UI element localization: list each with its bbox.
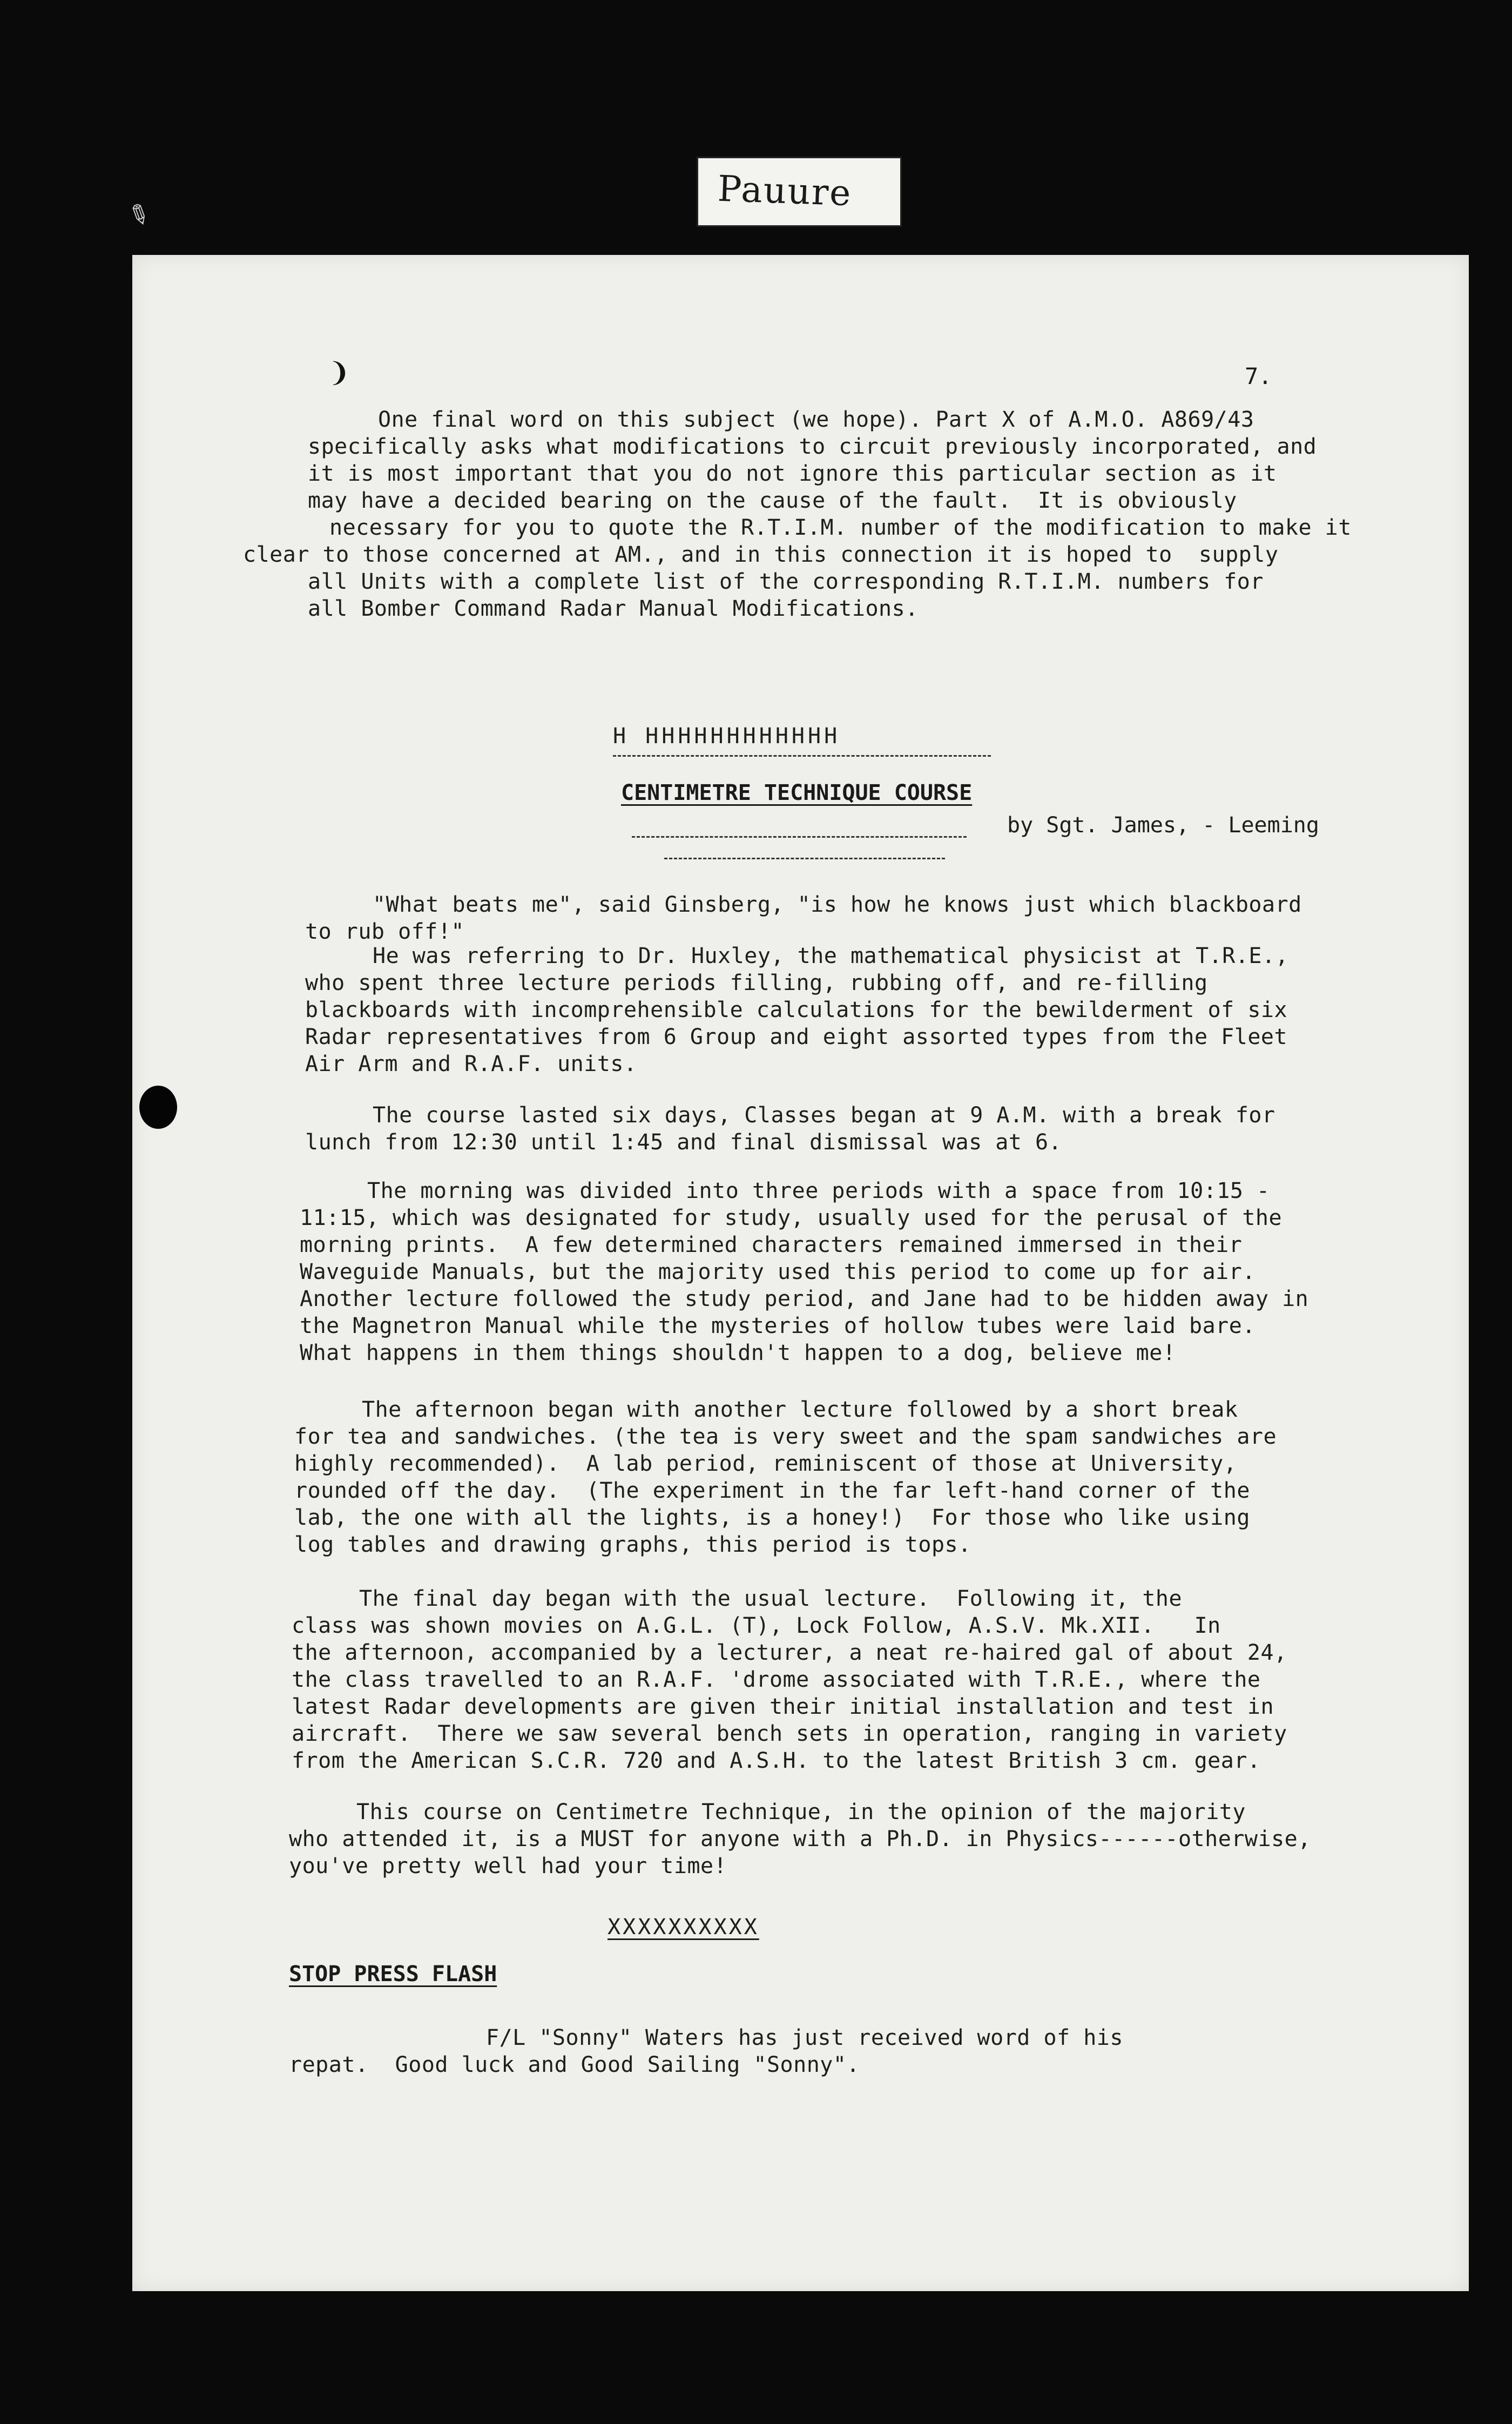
punch-hole [139,1086,177,1129]
paragraph-line: He was referring to Dr. Huxley, the mathematical physicist at T.R.E., [373,944,1289,968]
paragraph-line: for tea and sandwiches. (the tea is very sweet and the spam sandwiches are [294,1424,1277,1449]
intro-line: One final word on this subject (we hope). Part X of A.M.O. A869/43 [378,407,1254,432]
paragraph-line: The morning was divided into three periods with a space from 10:15 - [367,1179,1270,1203]
paragraph-line: The course lasted six days, Classes began at 9 A.M. with a break for [373,1103,1275,1128]
paragraph-line: rounded off the day. (The experiment in the far left-hand corner of the [294,1478,1250,1503]
paragraph-line: 11:15, which was designated for study, usually used for the perusal of the [300,1206,1282,1230]
corner-scratch-mark: ✎ [122,192,157,235]
paragraph-line: "What beats me", said Ginsberg, "is how he knows just which blackboard [373,892,1302,917]
intro-line: specifically asks what modifications to circuit previously incorporated, and [308,434,1317,459]
file-label-tab [697,157,902,227]
paragraph-line: lab, the one with all the lights, is a honey!) For those who like using [294,1505,1250,1530]
paragraph-line: The afternoon began with another lecture followed by a short break [362,1397,1238,1422]
divider-h-row: H HHHHHHHHHHHH [613,724,841,749]
paragraph-line: class was shown movies on A.G.L. (T), Lock Follow, A.S.V. Mk.XII. In [292,1613,1221,1638]
paragraph-line: who attended it, is a MUST for anyone with a Ph.D. in Physics------otherwise, [289,1827,1311,1851]
paragraph-line: The final day began with the usual lecture. Following it, the [359,1586,1183,1611]
paragraph-line: latest Radar developments are given their initial installation and test in [292,1694,1274,1719]
article-title: CENTIMETRE TECHNIQUE COURSE [621,780,973,805]
paragraph-line: Radar representatives from 6 Group and eight assorted types from the Fleet [305,1025,1288,1049]
page-number: 7. [1245,363,1272,389]
paragraph-line: Air Arm and R.A.F. units. [305,1052,637,1076]
paragraph-line: log tables and drawing graphs, this period is tops. [294,1532,971,1557]
paragraph-line: the afternoon, accompanied by a lecturer, a neat re-haired gal of about 24, [292,1640,1287,1665]
paragraph-line: who spent three lecture periods filling, rubbing off, and re-filling [305,971,1208,995]
margin-mark: ❩ [329,354,349,392]
paragraph-line: lunch from 12:30 until 1:45 and final dismissal was at 6. [305,1130,1062,1155]
paragraph-line: aircraft. There we saw several bench sets in operation, ranging in variety [292,1721,1287,1746]
paragraph-line: Waveguide Manuals, but the majority used this period to come up for air. [300,1260,1256,1284]
divider-x-row: XXXXXXXXXX [608,1915,759,1940]
paragraph-line: you've pretty well had your time! [289,1854,727,1878]
paragraph-line: Another lecture followed the study period, and Jane had to be hidden away in [300,1287,1309,1311]
paragraph-line: blackboards with incomprehensible calculations for the bewilderment of six [305,998,1288,1022]
paragraph-line: to rub off!" [305,919,464,944]
intro-line: it is most important that you do not ignore this particular section as it [308,461,1277,486]
title-underline-dash [664,858,945,859]
paragraph-line: the class travelled to an R.A.F. 'drome associated with T.R.E., where the [292,1667,1261,1692]
intro-line: all Bomber Command Radar Manual Modifications. [308,596,919,621]
paragraph-line: the Magnetron Manual while the mysteries of hollow tubes were laid bare. [300,1314,1256,1338]
divider-dash [613,755,991,757]
handwritten-label: Pauure [717,167,853,214]
paragraph-line: morning prints. A few determined characters remained immersed in their [300,1233,1243,1257]
stop-press-line: F/L "Sonny" Waters has just received word of his [486,2025,1123,2050]
paragraph-line: What happens in them things shouldn't happen to a dog, believe me! [300,1341,1176,1365]
intro-line: necessary for you to quote the R.T.I.M. number of the modification to make it [329,515,1352,540]
stop-press-line: repat. Good luck and Good Sailing "Sonny". [289,2052,860,2077]
intro-line: clear to those concerned at AM., and in this connection it is hoped to supply [243,542,1279,567]
article-byline: by Sgt. James, - Leeming [1007,813,1319,838]
paragraph-line: from the American S.C.R. 720 and A.S.H. to the latest British 3 cm. gear. [292,1748,1261,1773]
paragraph-line: highly recommended). A lab period, reminiscent of those at University, [294,1451,1237,1476]
intro-line: all Units with a complete list of the corresponding R.T.I.M. numbers for [308,569,1264,594]
intro-line: may have a decided bearing on the cause of the fault. It is obviously [308,488,1237,513]
paragraph-line: This course on Centimetre Technique, in the opinion of the majority [356,1800,1246,1824]
stop-press-heading: STOP PRESS FLASH [289,1962,497,1987]
title-underline-dash [632,836,967,838]
